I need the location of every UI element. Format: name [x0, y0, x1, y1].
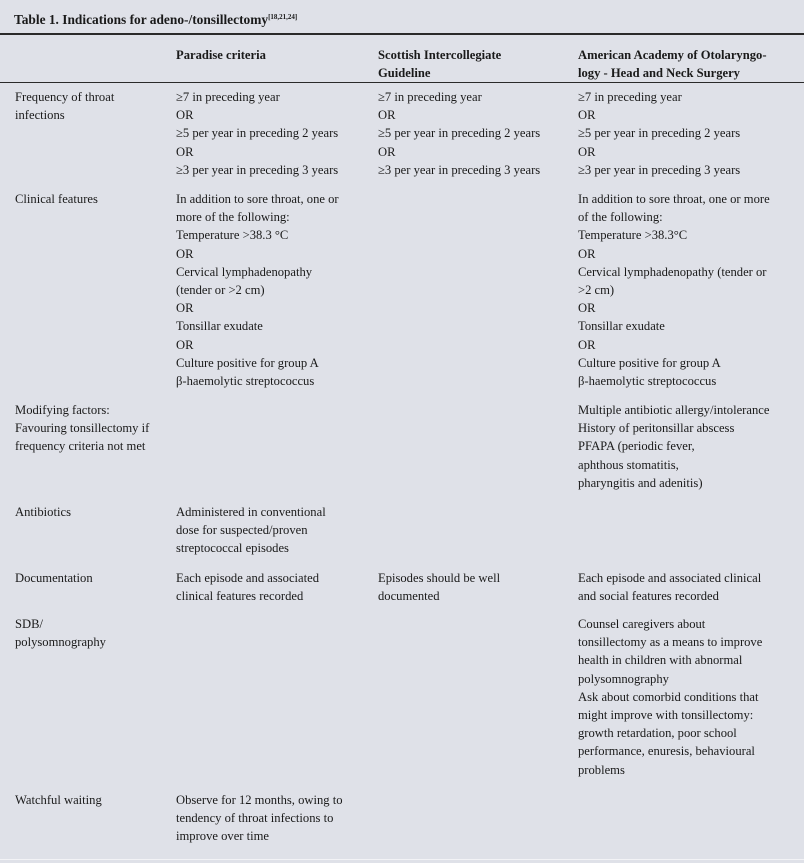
cell-paradise: Observe for 12 months, owing to tendency of throat infections to improve over time — [176, 793, 343, 844]
table-title-references: [18,21,24] — [268, 13, 298, 21]
row-label: Documentation — [15, 571, 93, 585]
cell-paradise: In addition to sore throat, one or more of the following: Temperature >38.3 °C OR Cervical lymphadenopathy (tender or >2 cm) OR Tonsillar exudate OR Culture positive for group A β-haemolytic streptococcus — [176, 192, 339, 389]
cell-aao-hns: In addition to sore throat, one or more of the following: Temperature >38.3°C OR Cervical lymphadenopathy (tender or >2 cm) OR Tonsillar exudate OR Culture positive for group A β-haemolytic streptococcus — [578, 192, 770, 389]
cell-paradise: Each episode and associated clinical features recorded — [176, 571, 320, 604]
top-rule — [0, 33, 804, 35]
cell-scottish: Episodes should be well documented — [378, 571, 501, 604]
cell-aao-hns: ≥7 in preceding year OR ≥5 per year in preceding 2 years OR ≥3 per year in preceding 3 years — [578, 90, 741, 177]
row-label: Frequency of throat infections — [15, 90, 115, 123]
cell-paradise: ≥7 in preceding year OR ≥5 per year in preceding 2 years OR ≥3 per year in preceding 3 years — [176, 90, 339, 177]
cell-scottish: ≥7 in preceding year OR ≥5 per year in preceding 2 years OR ≥3 per year in preceding 3 years — [378, 90, 541, 177]
bottom-rule — [0, 859, 804, 860]
table-title-text: Table 1. Indications for adeno-/tonsillectomy — [14, 12, 269, 27]
header-aao-hns: American Academy of Otolaryngo- logy - Head and Neck Surgery — [578, 48, 767, 81]
header-scottish: Scottish Intercollegiate Guideline — [378, 48, 502, 81]
cell-aao-hns: Multiple antibiotic allergy/intolerance History of peritonsillar abscess PFAPA (periodic fever, aphthous stomatitis, pharyngitis and adenitis) — [578, 403, 770, 490]
row-label: Clinical features — [15, 192, 98, 206]
row-label: Modifying factors: Favouring tonsillectomy if frequency criteria not met — [15, 403, 150, 454]
cell-aao-hns: Counsel caregivers about tonsillectomy as a means to improve health in children with abnormal polysomnography Ask about comorbid conditions that might improve with tonsillectomy: growth retardation, poor school performance, enuresis, behavioural problems — [578, 617, 763, 777]
row-label: Antibiotics — [15, 505, 71, 519]
header-paradise: Paradise criteria — [176, 48, 266, 62]
table-title — [14, 8, 297, 29]
cell-paradise: Administered in conventional dose for suspected/proven streptococcal episodes — [176, 505, 326, 556]
row-label: SDB/ polysomnography — [15, 617, 106, 650]
row-label: Watchful waiting — [15, 793, 102, 807]
header-rule — [0, 82, 804, 83]
cell-aao-hns: Each episode and associated clinical and social features recorded — [578, 571, 762, 604]
